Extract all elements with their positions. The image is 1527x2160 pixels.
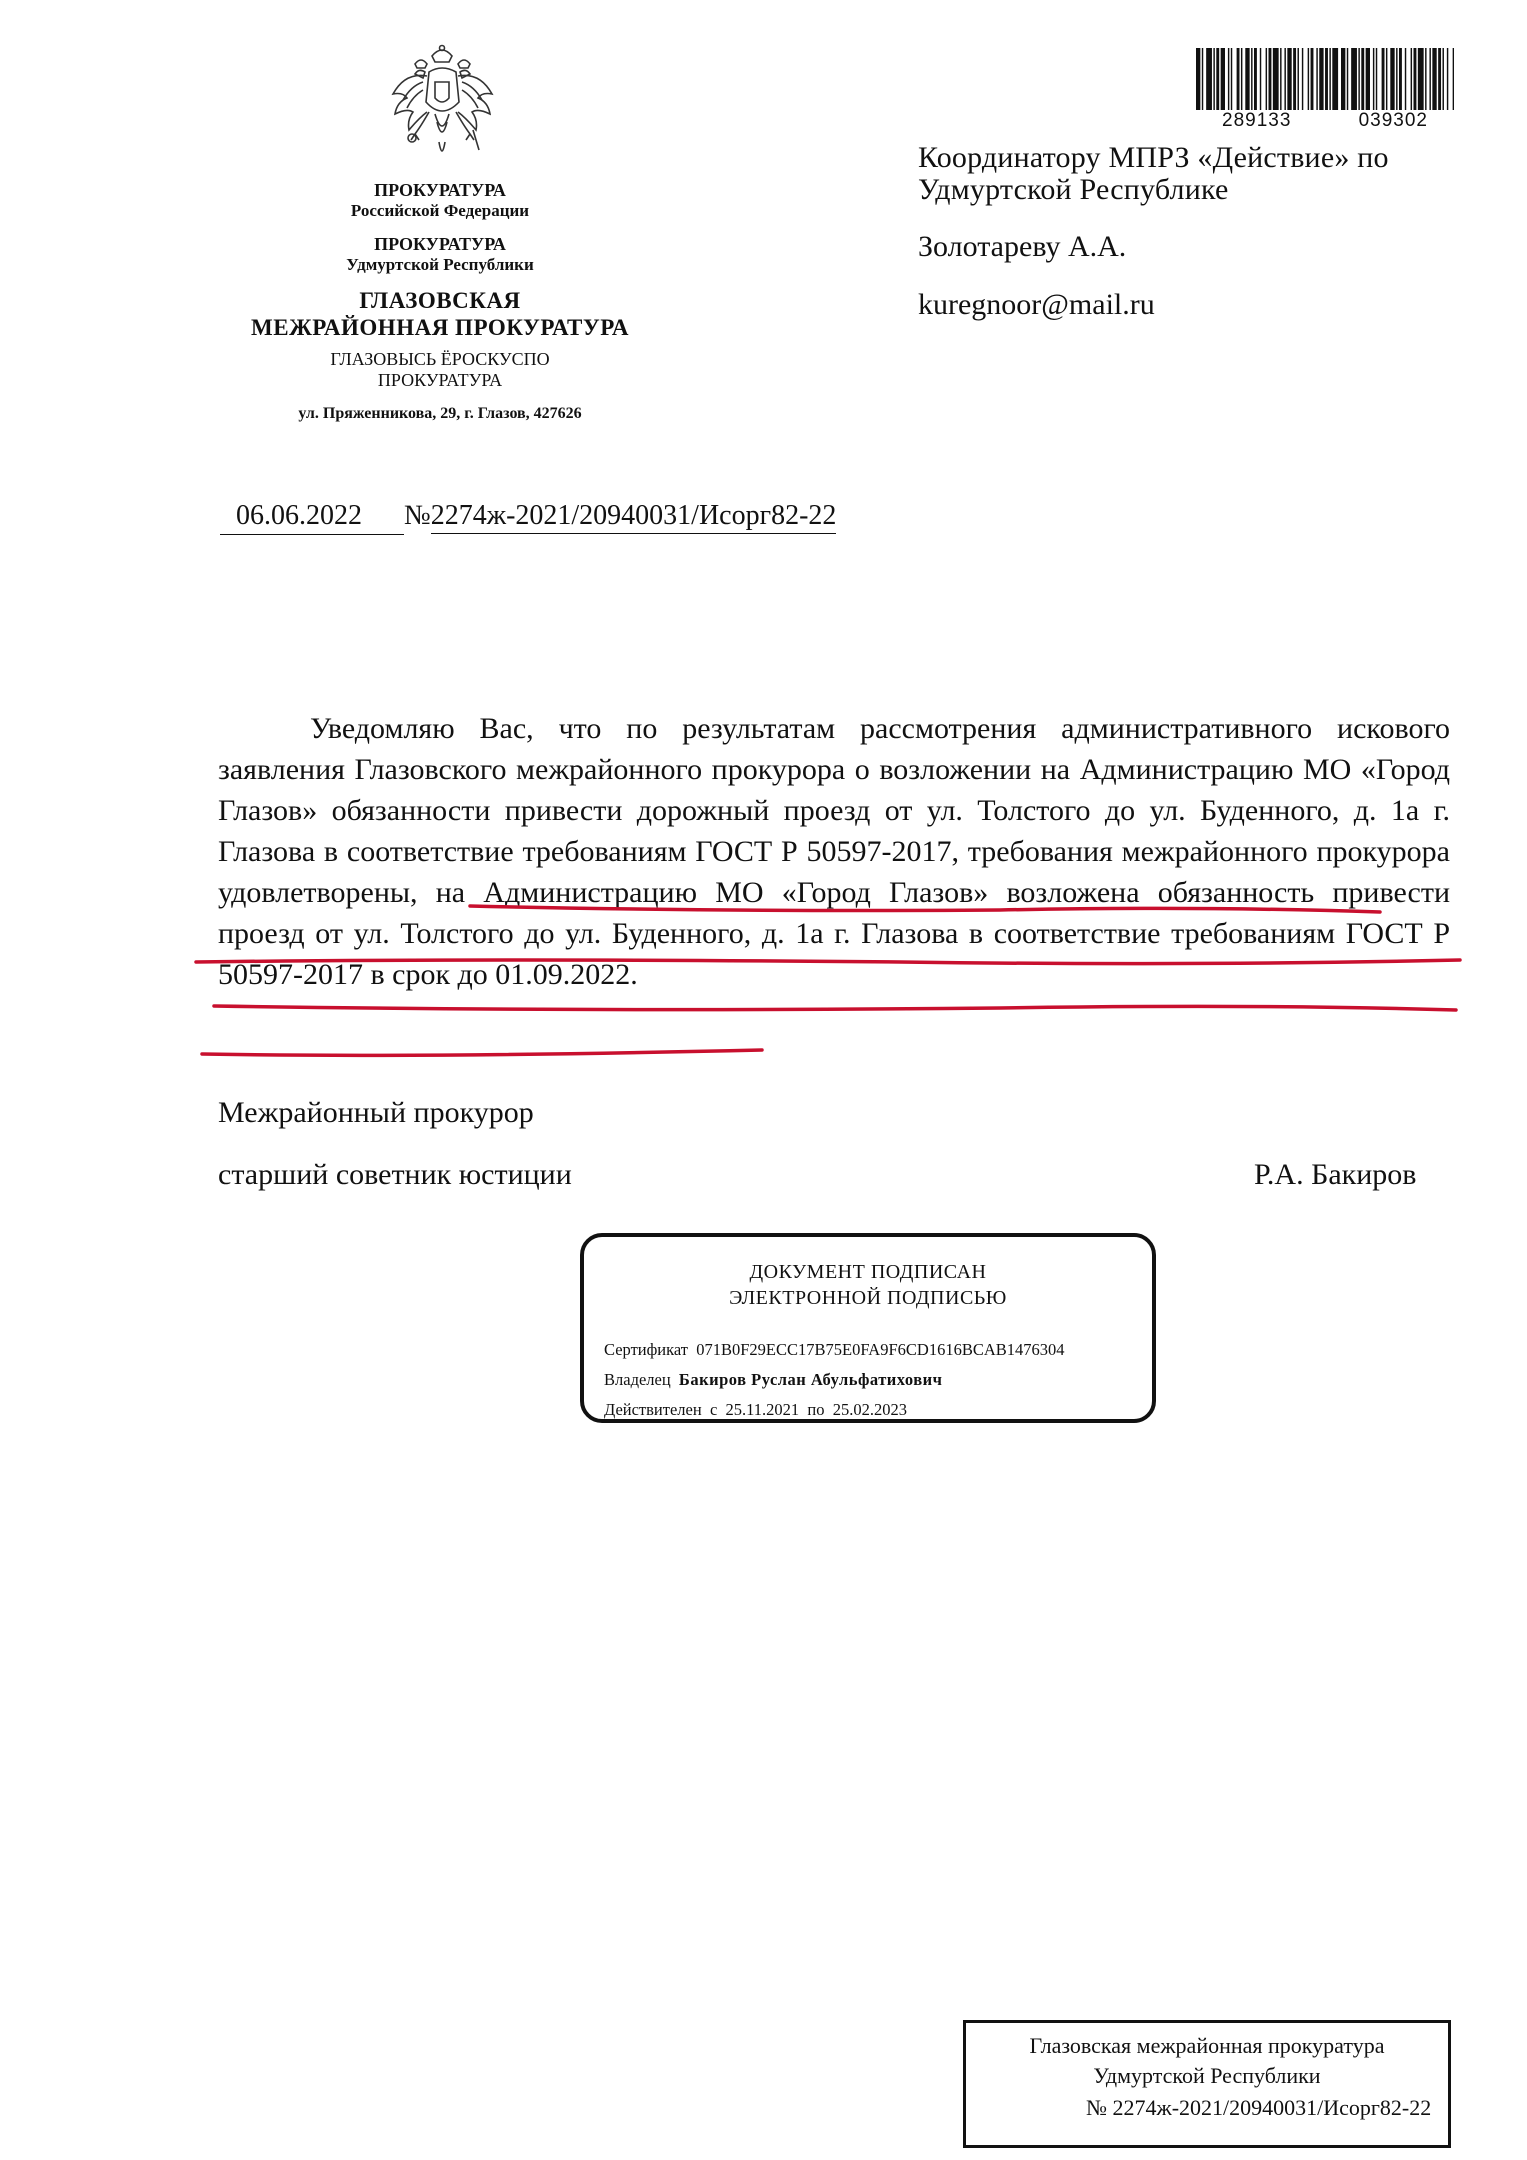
barcode-right-digits: 039302 [1358,110,1428,131]
barcode-bar [1425,48,1426,110]
barcode-bar [1293,48,1296,110]
barcode-bar [1202,48,1203,110]
red-underline-3 [214,1006,1456,1010]
barcode-bar [1453,48,1454,110]
letterhead-line-6: МЕЖРАЙОННАЯ ПРОКУРАТУРА [251,314,629,340]
barcode-bar [1280,48,1281,110]
stamp-owner-value: Бакиров Руслан Абульфатихович [678,1370,943,1389]
addressee-email: kuregnoor@mail.ru [918,287,1155,321]
barcode-bar [1298,48,1299,110]
barcode-bar [1269,48,1272,110]
barcode-bar [1399,48,1402,110]
addressee-line-1: Координатору МПРЗ «Действие» по [918,141,1389,174]
stamp-owner-label: Владелец [604,1370,671,1389]
barcode-bar [1241,48,1242,110]
barcode-bar [1358,48,1359,110]
barcode-bar [1414,48,1417,110]
registration-box-line-1: Глазовская межрайонная прокуратура [1029,2033,1385,2058]
registration-number: 2274ж-2021/20940031/Исорг82-22 [431,500,837,534]
stamp-heading-line-2: ЭЛЕКТРОННОЙ ПОДПИСЬЮ [729,1287,1007,1309]
barcode-bar [1196,48,1200,110]
barcode-left-digits: 289133 [1222,110,1292,131]
addressee-block [918,142,1478,346]
electronic-signature-stamp [580,1233,1156,1423]
barcode-bar [1382,48,1385,110]
barcode-bar [1351,48,1357,110]
letterhead-line-8: ПРОКУРАТУРА [377,370,503,391]
letterhead-line-5: ГЛАЗОВСКАЯ [359,288,521,314]
registration-line [220,500,836,535]
barcode-bar [1373,48,1374,110]
barcode-bar [1411,48,1412,110]
barcode-bar [1366,48,1370,110]
barcode-bar [1332,48,1338,110]
letterhead-address: ул. Пряженникова, 29, г. Глазов, 427626 [298,404,582,422]
stamp-owner-row [604,1370,943,1390]
barcode-bar [1390,48,1394,110]
registration-box-line-3: № 2274ж-2021/20940031/Исорг82-22 [1086,2095,1432,2120]
barcode-bar [1251,48,1252,110]
barcode-bar [1443,48,1444,110]
stamp-valid-from: 25.11.2021 [725,1400,800,1419]
barcode-bar [1418,48,1424,110]
barcode-bar [1302,48,1303,110]
barcode-bar [1405,48,1406,110]
letterhead-line-1: ПРОКУРАТУРА [374,180,506,200]
stamp-valid-from-word: с [709,1400,718,1419]
barcode-bar [1447,48,1448,110]
barcode-bar [1325,48,1328,110]
addressee-line-2: Удмуртской Республике [918,172,1229,206]
barcode-bar [1216,48,1219,110]
stamp-certificate-value: 071B0F29ECC17B75E0FA9F6CD1616BCAB1476304 [696,1340,1065,1359]
stamp-heading [584,1259,1152,1311]
registration-box [963,2020,1451,2148]
letterhead-line-2: Российской Федерации [350,200,530,220]
stamp-certificate-label: Сертификат [604,1340,688,1359]
barcode-bar [1273,48,1279,110]
barcode-bar [1432,48,1436,110]
barcode-bar [1386,48,1387,110]
signature-name: Р.А. Бакиров [1254,1158,1417,1191]
barcode-bar [1429,48,1430,110]
signature-rank: старший советник юстиции [218,1158,572,1191]
stamp-validity-row [604,1400,907,1420]
letterhead-line-7: ГЛАЗОВЫСЬ ЁРОСКУСПО [330,349,550,370]
barcode-bar [1284,48,1285,110]
barcode-bar [1329,48,1330,110]
barcode [1196,48,1454,110]
coat-of-arms-emblem [385,42,500,167]
barcode-bar [1308,48,1309,110]
barcode-bar [1341,48,1345,110]
barcode-bar [1376,48,1377,110]
barcode-bar [1221,48,1225,110]
barcode-bar [1396,48,1397,110]
stamp-valid-to-word: по [807,1400,825,1419]
barcode-bar [1206,48,1212,110]
barcode-bar [1228,48,1229,110]
barcode-bar [1287,48,1291,110]
addressee-name: Золотареву А.А. [918,230,1127,263]
stamp-valid-label: Действителен [604,1400,702,1419]
stamp-heading-line-1: ДОКУМЕНТ ПОДПИСАН [749,1261,987,1283]
stamp-certificate-row [604,1340,1065,1360]
stamp-valid-to: 25.02.2023 [832,1400,907,1419]
registration-date: 06.06.2022 [220,500,404,535]
barcode-bar [1311,48,1314,110]
barcode-bar [1260,48,1261,110]
barcode-bar [1254,48,1257,110]
barcode-bar [1316,48,1317,110]
barcode-bar [1213,48,1214,110]
body-paragraph: Уведомляю Вас, что по результатам рассмотрения административного искового заявления Глазовского межрайонного прокурора о возложении на Администрацию МО «Город Глазов» обязанности привести дорожный проезд от ул. Толстого до ул. Буденного, д. 1а г. Глазова в соответствие требованиям ГОСТ Р 50597-2017, требования межрайонного прокурора удовлетворены, на Администрацию МО «Город Глазов» возложена обязанность привести проезд от ул. Толстого до ул. Буденного, д. 1а г. Глазова в соответствие требованиям ГОСТ Р 50597-2017 в срок до 01.09.2022. [218,712,1450,991]
barcode-bar [1237,48,1240,110]
signature-title: Межрайонный прокурор [218,1096,534,1129]
registration-box-line-2: Удмуртской Республики [1093,2063,1321,2088]
barcode-bar [1361,48,1364,110]
barcode-bar [1245,48,1249,110]
letterhead-line-4: Удмуртской Республики [346,254,534,274]
letterhead-line-3: ПРОКУРАТУРА [374,234,506,255]
barcode-bar [1319,48,1323,110]
barcode-bar [1347,48,1348,110]
registration-number-sign: № [404,500,431,531]
letter-body [218,708,1450,995]
barcode-bar [1438,48,1441,110]
barcode-bar [1231,48,1232,110]
barcode-digits [1196,110,1454,132]
letterhead [200,180,680,423]
red-underline-4 [202,1050,762,1055]
barcode-bar [1266,48,1267,110]
